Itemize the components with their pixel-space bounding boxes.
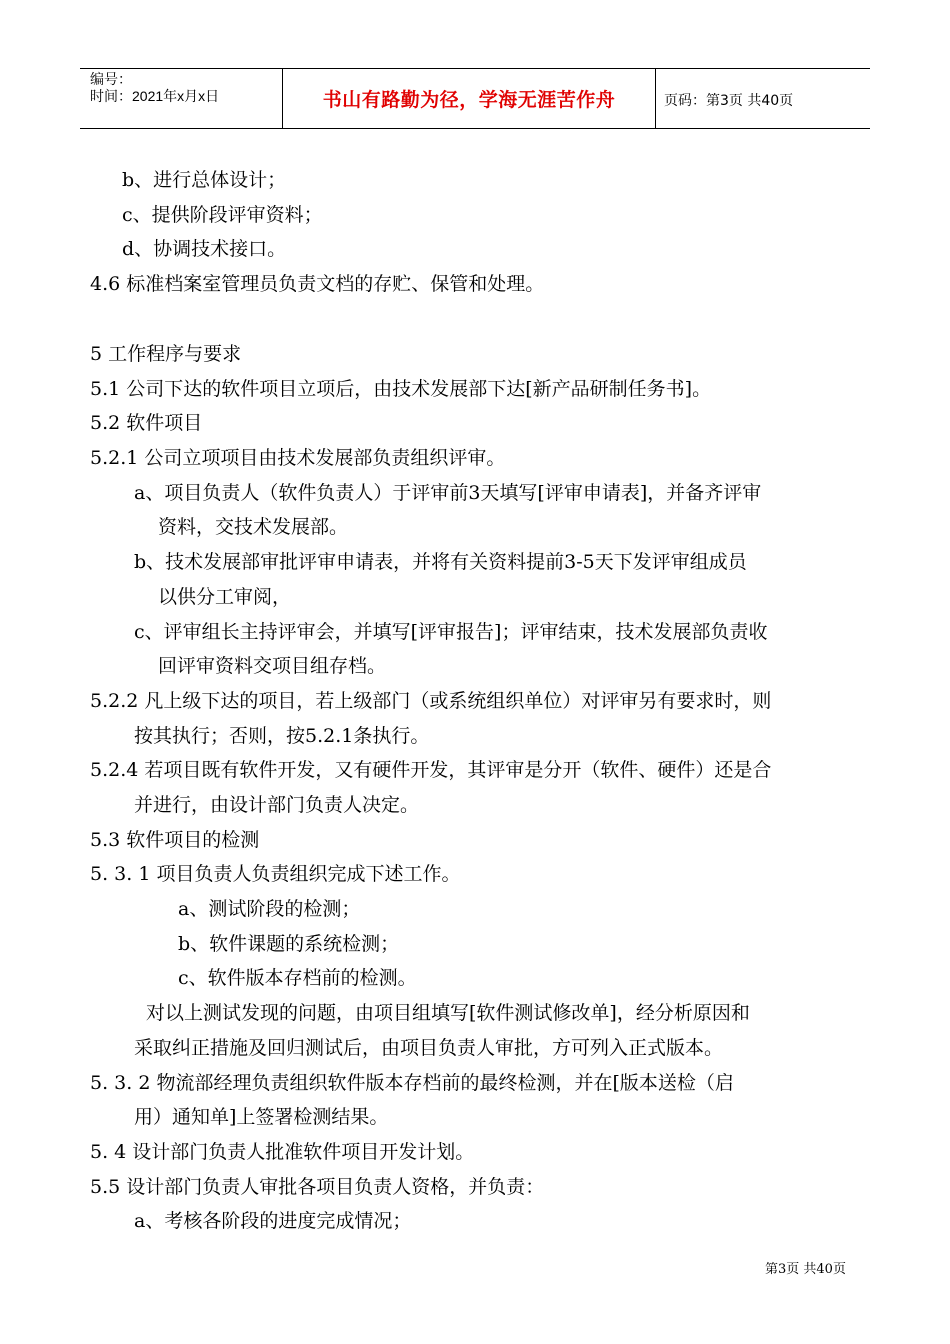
body-line: b、技术发展部审批评审申请表，并将有关资料提前3-5天下发评审组成员 [134,551,747,573]
body-line: 5.1 公司下达的软件项目立项后，由技术发展部下达[新产品研制任务书]。 [90,378,712,400]
body-line: 5.3 软件项目的检测 [90,829,260,851]
body-line: 资料，交技术发展部。 [158,516,349,538]
body-line: 5.2 软件项目 [90,412,203,434]
body-line: 5. 3. 1 项目负责人负责组织完成下述工作。 [90,863,461,885]
body-line: a、测试阶段的检测； [178,898,361,920]
body-line: 5.5 设计部门负责人审批各项目负责人资格，并负责： [90,1176,545,1198]
body-line: 回评审资料交项目组存档。 [158,655,387,677]
body-line: 按其执行；否则，按5.2.1条执行。 [134,725,430,747]
body-line: b、进行总体设计； [122,169,287,191]
body-line: 采取纠正措施及回归测试后，由项目负责人审批，方可列入正式版本。 [134,1037,724,1059]
body-line: b、软件课题的系统检测； [178,933,400,955]
header-motto: 书山有路勤为径，学海无涯苦作舟 [322,89,616,111]
body-line: c、软件版本存档前的检测。 [178,967,417,989]
footer-page-number: 第3页 共40页 [765,1262,846,1277]
header-meta [90,71,219,105]
body-line: a、项目负责人（软件负责人）于评审前3天填写[评审申请表]，并备齐评审 [134,482,762,504]
body-line: 5.2.1 公司立项项目由技术发展部负责组织评审。 [90,447,506,469]
header-page-number: 页码：第3页 共40页 [664,93,794,109]
document-date-label: 时间：2021年x月x日 [90,88,220,104]
document-number-label: 编号： [90,71,132,87]
body-line: d、协调技术接口。 [122,238,287,260]
body-line: 5. 3. 2 物流部经理负责组织软件版本存档前的最终检测，并在[版本送检（启 [90,1072,734,1094]
body-line: 4.6 标准档案室管理员负责文档的存贮、保管和处理。 [90,273,545,295]
body-line: 用）通知单]上签署检测结果。 [134,1106,389,1128]
body-line: 5.2.2 凡上级下达的项目，若上级部门（或系统组织单位）对评审另有要求时，则 [90,690,772,712]
body-line: 对以上测试发现的问题，由项目组填写[软件测试修改单]，经分析原因和 [146,1002,750,1024]
body-line: a、考核各阶段的进度完成情况； [134,1210,412,1232]
body-line: 5. 4 设计部门负责人批准软件项目开发计划。 [90,1141,475,1163]
body-line: 5.2.4 若项目既有软件开发，又有硬件开发，其评审是分开（软件、硬件）还是合 [90,759,772,781]
body-line: 以供分工审阅， [158,586,292,608]
body-line: 并进行，由设计部门负责人决定。 [134,794,420,816]
body-line: c、提供阶段评审资料； [122,204,323,226]
body-line: c、评审组长主持评审会，并填写[评审报告]；评审结束，技术发展部负责收 [134,621,768,643]
section-heading: 5 工作程序与要求 [90,343,242,365]
header-divider [655,68,656,129]
